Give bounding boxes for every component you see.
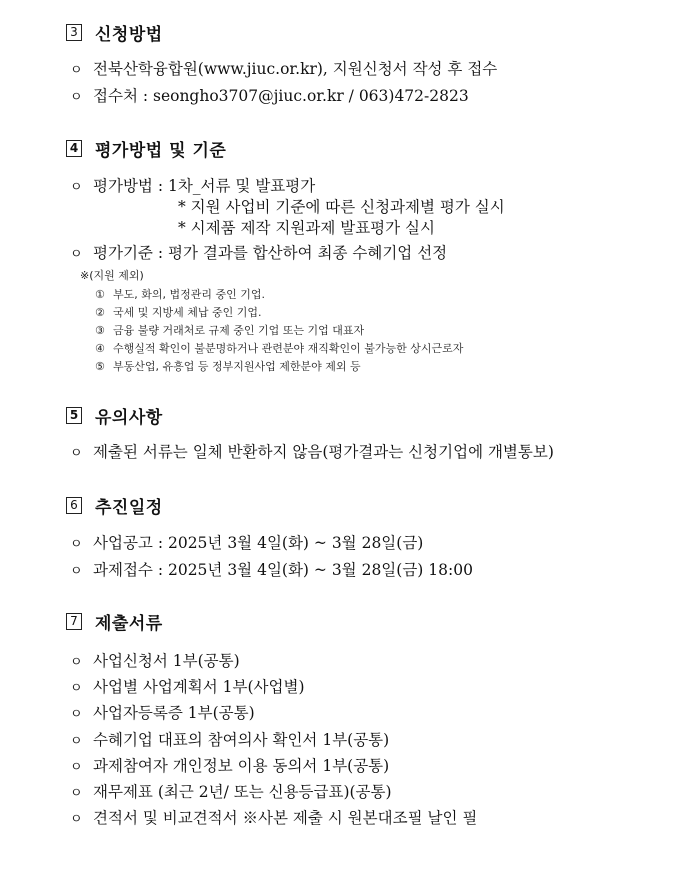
bullet-icon: ㅇ — [70, 90, 83, 105]
exclusion-text: 부도, 화의, 법정관리 중인 기업. — [113, 288, 265, 301]
exclusion-heading: ※(지원 제외) — [80, 269, 144, 282]
bullet-icon: ㅇ — [70, 681, 83, 696]
section-4-header — [66, 137, 226, 159]
sub-item: * 지원 사업비 기준에 따른 신청과제별 평가 실시 — [178, 198, 505, 216]
list-item — [70, 781, 392, 803]
section-title: 유의사항 — [95, 407, 163, 428]
bullet-icon: ㅇ — [70, 537, 83, 552]
list-item-text: 사업별 사업계획서 1부(사업별) — [93, 678, 305, 696]
bullet-icon: ㅇ — [70, 707, 83, 722]
list-item-text: 평가방법 : 1차_서류 및 발표평가 — [93, 177, 316, 195]
list-item — [70, 755, 389, 777]
list-item — [70, 85, 469, 107]
exclusion-item — [95, 359, 361, 375]
exclusion-text: 수행실적 확인이 불분명하거나 관련분야 재직확인이 불가능한 상시근로자 — [113, 342, 464, 355]
list-item — [70, 676, 305, 698]
section-3-header — [66, 21, 163, 43]
bullet-icon: ㅇ — [70, 655, 83, 670]
exclusion-item — [95, 323, 364, 339]
bullet-icon: ㅇ — [70, 760, 83, 775]
list-item — [70, 58, 497, 80]
exclusion-item — [95, 287, 265, 303]
section-title: 신청방법 — [95, 24, 163, 45]
list-item-text: 수혜기업 대표의 참여의사 확인서 1부(공통) — [93, 731, 390, 749]
bullet-icon: ㅇ — [70, 63, 83, 78]
list-item — [70, 702, 255, 724]
list-item-text: 과제접수 : 2025년 3월 4일(화) ~ 3월 28일(금) 18:00 — [93, 561, 473, 579]
section-6-header — [66, 494, 163, 516]
list-item-text: 사업공고 : 2025년 3월 4일(화) ~ 3월 28일(금) — [93, 534, 424, 552]
bullet-icon: ㅇ — [70, 734, 83, 749]
section-number-box: 4 — [66, 140, 82, 157]
list-item — [70, 242, 447, 264]
list-item — [70, 441, 554, 463]
section-5-header — [66, 404, 163, 426]
list-item-text: 견적서 및 비교견적서 ※사본 제출 시 원본대조필 날인 필 — [93, 809, 478, 827]
exclusion-text: 국세 및 지방세 체납 중인 기업. — [113, 306, 262, 319]
section-number-box: 5 — [66, 407, 82, 424]
list-item — [70, 807, 477, 829]
list-item-text: 평가기준 : 평가 결과를 합산하여 최종 수혜기업 선정 — [93, 244, 448, 262]
circled-number: ⑤ — [95, 360, 105, 373]
section-number-box: 3 — [66, 24, 82, 41]
section-7-header — [66, 610, 163, 632]
bullet-icon: ㅇ — [70, 247, 83, 262]
exclusion-text: 부동산업, 유흥업 등 정부지원사업 제한분야 제외 등 — [113, 360, 361, 373]
section-number-box: 7 — [66, 613, 82, 630]
exclusion-text: 금융 불량 거래처로 규제 중인 기업 또는 기업 대표자 — [113, 324, 365, 337]
list-item-text: 재무제표 (최근 2년/ 또는 신용등급표)(공통) — [93, 783, 392, 801]
list-item-text: 사업신청서 1부(공통) — [93, 652, 240, 670]
list-item-text: 과제참여자 개인정보 이용 동의서 1부(공통) — [93, 757, 390, 775]
exclusion-item — [95, 305, 262, 321]
bullet-icon: ㅇ — [70, 446, 83, 461]
section-number-box: 6 — [66, 497, 82, 514]
list-item — [70, 729, 389, 751]
list-item-text: 전북산학융합원(www.jiuc.or.kr), 지원신청서 작성 후 접수 — [93, 60, 498, 78]
bullet-icon: ㅇ — [70, 564, 83, 579]
section-title: 추진일정 — [95, 497, 163, 518]
list-item — [70, 559, 473, 581]
section-title: 제출서류 — [95, 613, 163, 634]
bullet-icon: ㅇ — [70, 812, 83, 827]
list-item-text: 접수처 : seongho3707@jiuc.or.kr / 063)472-2823 — [93, 87, 469, 105]
sub-item: * 시제품 제작 지원과제 발표평가 실시 — [178, 219, 435, 237]
bullet-icon: ㅇ — [70, 786, 83, 801]
circled-number: ③ — [95, 324, 105, 337]
section-title: 평가방법 및 기준 — [95, 140, 227, 161]
list-item-text: 제출된 서류는 일체 반환하지 않음(평가결과는 신청기업에 개별통보) — [93, 443, 554, 461]
circled-number: ① — [95, 288, 105, 301]
bullet-icon: ㅇ — [70, 180, 83, 195]
list-item — [70, 650, 240, 672]
list-item — [70, 532, 423, 554]
list-item — [70, 175, 315, 197]
circled-number: ④ — [95, 342, 105, 355]
exclusion-item — [95, 341, 463, 357]
circled-number: ② — [95, 306, 105, 319]
list-item-text: 사업자등록증 1부(공통) — [93, 704, 255, 722]
